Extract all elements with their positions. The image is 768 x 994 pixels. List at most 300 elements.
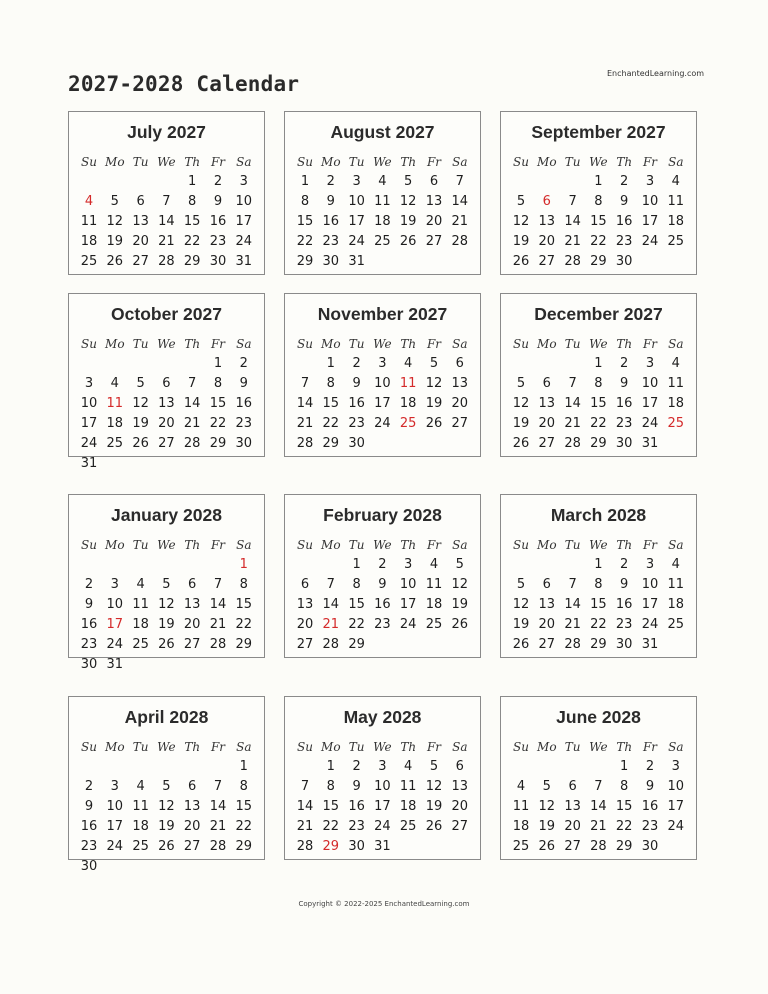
date: 18 (106, 416, 124, 431)
date: 4 (110, 376, 119, 391)
weekday-label: Tu (348, 538, 365, 552)
date: 7 (455, 174, 464, 189)
date: 15 (615, 799, 633, 814)
weekday-label: Tu (348, 740, 365, 754)
date: 5 (110, 194, 119, 209)
weekday-label: Mo (105, 155, 125, 169)
date: 8 (620, 779, 629, 794)
date: 13 (538, 597, 556, 612)
date: 5 (516, 194, 526, 209)
weekday-label: Su (81, 337, 97, 351)
weekday-label: Su (513, 337, 529, 351)
date: 5 (429, 356, 439, 371)
date: 13 (451, 376, 469, 391)
date: 6 (568, 779, 577, 794)
weekday-label: Sa (668, 740, 684, 754)
date: 29 (590, 637, 607, 652)
date: 26 (512, 637, 530, 652)
date: 28 (564, 436, 581, 451)
date: 26 (132, 436, 149, 451)
weekday-label: Sa (236, 538, 252, 552)
date: 10 (667, 779, 685, 794)
date: 28 (296, 436, 314, 451)
date: 25 (512, 839, 530, 854)
date: 7 (568, 577, 577, 592)
date: 16 (80, 819, 98, 834)
date: 1 (326, 356, 335, 371)
weekday-label: Su (297, 538, 313, 552)
date: 9 (352, 779, 361, 794)
date: 12 (158, 799, 175, 814)
date: 13 (183, 799, 201, 814)
weekday-label: Tu (132, 740, 149, 754)
month-calendar (500, 494, 697, 658)
date: 8 (300, 194, 310, 209)
holiday-date: 25 (399, 416, 417, 431)
date: 23 (80, 839, 98, 854)
date: 14 (451, 194, 469, 209)
date: 5 (404, 174, 413, 189)
date: 11 (80, 214, 98, 229)
date: 13 (538, 214, 556, 229)
date: 9 (645, 779, 655, 794)
date: 5 (516, 577, 526, 592)
date: 31 (106, 657, 124, 672)
date: 3 (645, 356, 655, 371)
weekday-label: Mo (321, 337, 341, 351)
weekday-label: We (157, 740, 176, 754)
date: 12 (538, 799, 556, 814)
date: 20 (451, 396, 469, 411)
date: 26 (512, 436, 530, 451)
date: 11 (512, 799, 530, 814)
date: 22 (348, 617, 365, 632)
date: 15 (348, 597, 365, 612)
date: 1 (594, 356, 603, 371)
date: 31 (641, 637, 659, 652)
date: 14 (296, 396, 314, 411)
date: 10 (399, 577, 417, 592)
date: 24 (235, 234, 253, 249)
date: 27 (183, 637, 201, 652)
weekday-label: Mo (537, 538, 557, 552)
date: 7 (300, 779, 310, 794)
weekday-label: Sa (668, 538, 684, 552)
date: 9 (239, 376, 248, 391)
date: 25 (132, 637, 149, 652)
date: 3 (645, 174, 655, 189)
date: 15 (322, 799, 340, 814)
date: 19 (512, 617, 530, 632)
date: 15 (590, 214, 607, 229)
date: 2 (645, 759, 655, 774)
weekday-label: Tu (564, 337, 581, 351)
date: 15 (235, 597, 253, 612)
weekday-label: We (589, 155, 608, 169)
date: 28 (158, 254, 175, 269)
weekday-label: Tu (348, 337, 365, 351)
date: 14 (322, 597, 340, 612)
date: 13 (183, 597, 201, 612)
date: 27 (538, 637, 556, 652)
weekday-label: Th (184, 337, 201, 351)
month-calendar (500, 111, 697, 275)
date: 17 (374, 396, 391, 411)
weekday-label: We (589, 538, 608, 552)
date: 29 (235, 637, 253, 652)
date: 4 (671, 356, 680, 371)
date: 11 (132, 799, 149, 814)
date: 1 (239, 759, 248, 774)
date: 2 (352, 356, 361, 371)
date: 7 (300, 376, 310, 391)
page-title: 2027-2028 Calendar (68, 72, 300, 96)
date: 20 (183, 617, 201, 632)
date: 6 (188, 577, 197, 592)
date: 19 (451, 597, 469, 612)
date: 15 (296, 214, 314, 229)
month-title: June 2028 (556, 707, 641, 727)
date: 20 (132, 234, 149, 249)
date: 16 (348, 799, 365, 814)
date: 19 (158, 819, 175, 834)
date: 21 (209, 819, 227, 834)
date: 18 (80, 234, 98, 249)
date: 1 (620, 759, 629, 774)
month-calendar (500, 293, 697, 457)
date: 20 (538, 416, 556, 431)
date: 16 (209, 214, 227, 229)
date: 12 (512, 214, 530, 229)
date: 16 (348, 396, 365, 411)
date: 12 (158, 597, 175, 612)
date: 20 (425, 214, 443, 229)
site-link[interactable]: EnchantedLearning.com (607, 69, 705, 78)
date: 9 (620, 577, 629, 592)
date: 14 (564, 597, 581, 612)
date: 24 (399, 617, 417, 632)
weekday-label: Su (81, 740, 97, 754)
date: 29 (322, 436, 340, 451)
date: 4 (378, 174, 387, 189)
month-title: July 2027 (127, 122, 206, 142)
date: 24 (667, 819, 685, 834)
date: 20 (158, 416, 175, 431)
date: 26 (451, 617, 469, 632)
date: 9 (326, 194, 335, 209)
date: 28 (322, 637, 340, 652)
date: 28 (564, 254, 581, 269)
holiday-date: 11 (106, 396, 124, 411)
date: 24 (641, 617, 659, 632)
date: 2 (84, 779, 94, 794)
date: 29 (209, 436, 227, 451)
date: 1 (352, 557, 361, 572)
month-title: October 2027 (111, 304, 222, 324)
date: 22 (590, 234, 607, 249)
date: 19 (132, 416, 149, 431)
date: 12 (512, 396, 530, 411)
weekday-label: Mo (537, 740, 557, 754)
date: 26 (425, 819, 443, 834)
date: 2 (84, 577, 94, 592)
date: 5 (162, 779, 171, 794)
date: 3 (110, 577, 119, 592)
date: 11 (667, 376, 685, 391)
date: 19 (399, 214, 417, 229)
month-calendar (284, 494, 481, 658)
date: 2 (620, 557, 629, 572)
date: 19 (158, 617, 175, 632)
weekday-label: Fr (642, 155, 658, 169)
date: 16 (235, 396, 253, 411)
weekday-label: Su (81, 538, 97, 552)
date: 24 (374, 819, 391, 834)
date: 2 (352, 759, 361, 774)
date: 23 (348, 416, 365, 431)
date: 8 (594, 577, 603, 592)
date: 25 (425, 617, 443, 632)
date: 13 (451, 779, 469, 794)
weekday-label: Fr (426, 337, 442, 351)
date: 23 (209, 234, 227, 249)
weekday-label: Th (400, 155, 417, 169)
date: 18 (399, 799, 417, 814)
weekday-label: Th (400, 337, 417, 351)
date: 10 (106, 799, 124, 814)
date: 3 (404, 557, 413, 572)
date: 5 (429, 759, 439, 774)
date: 24 (641, 416, 659, 431)
date: 18 (667, 214, 685, 229)
date: 30 (322, 254, 340, 269)
date: 15 (209, 396, 227, 411)
date: 28 (209, 839, 227, 854)
holiday-date: 17 (106, 617, 124, 632)
date: 8 (352, 577, 361, 592)
date: 25 (132, 839, 149, 854)
date: 27 (538, 254, 556, 269)
weekday-label: Su (297, 337, 313, 351)
date: 15 (322, 396, 340, 411)
date: 1 (594, 174, 603, 189)
weekday-label: Tu (564, 155, 581, 169)
date: 11 (399, 779, 417, 794)
date: 21 (564, 234, 581, 249)
date: 25 (106, 436, 124, 451)
date: 29 (615, 839, 633, 854)
date: 24 (106, 839, 124, 854)
date: 20 (538, 617, 556, 632)
date: 22 (590, 617, 607, 632)
weekday-label: We (157, 155, 176, 169)
weekday-label: Fr (210, 155, 226, 169)
weekday-label: Sa (452, 740, 468, 754)
month-title: December 2027 (534, 304, 663, 324)
weekday-label: Sa (452, 337, 468, 351)
weekday-label: Tu (564, 740, 581, 754)
holiday-date: 11 (399, 376, 417, 391)
date: 5 (455, 557, 464, 572)
date: 19 (425, 799, 443, 814)
weekday-label: Fr (426, 740, 442, 754)
date: 20 (296, 617, 314, 632)
date: 12 (512, 597, 530, 612)
date: 1 (188, 174, 197, 189)
weekday-label: Mo (105, 337, 125, 351)
date: 12 (106, 214, 124, 229)
date: 13 (538, 396, 556, 411)
date: 31 (641, 436, 659, 451)
date: 23 (322, 234, 340, 249)
weekday-label: Mo (321, 740, 341, 754)
date: 21 (564, 617, 581, 632)
date: 17 (641, 396, 659, 411)
date: 1 (213, 356, 223, 371)
date: 17 (80, 416, 98, 431)
date: 4 (404, 759, 413, 774)
date: 9 (213, 194, 223, 209)
date: 17 (667, 799, 685, 814)
date: 17 (106, 819, 124, 834)
date: 24 (641, 234, 659, 249)
weekday-label: Fr (642, 538, 658, 552)
weekday-label: Sa (236, 740, 252, 754)
date: 30 (209, 254, 227, 269)
date: 4 (516, 779, 526, 794)
date: 10 (80, 396, 98, 411)
date: 18 (132, 819, 149, 834)
weekday-label: Tu (132, 337, 149, 351)
weekday-label: Fr (210, 337, 226, 351)
date: 22 (183, 234, 201, 249)
date: 26 (158, 637, 175, 652)
date: 9 (84, 597, 94, 612)
date: 3 (84, 376, 94, 391)
date: 3 (352, 174, 361, 189)
date: 26 (512, 254, 530, 269)
date: 22 (235, 819, 253, 834)
date: 5 (542, 779, 551, 794)
date: 28 (564, 637, 581, 652)
date: 30 (348, 839, 365, 854)
month-calendar (68, 494, 265, 672)
date: 20 (183, 819, 201, 834)
date: 24 (374, 416, 391, 431)
copyright-footer: Copyright © 2022-2025 EnchantedLearning.com (298, 900, 470, 908)
date: 23 (80, 637, 98, 652)
date: 12 (399, 194, 417, 209)
date: 28 (451, 234, 469, 249)
date: 17 (374, 799, 391, 814)
date: 3 (645, 557, 655, 572)
date: 6 (136, 194, 145, 209)
date: 20 (538, 234, 556, 249)
date: 18 (132, 617, 149, 632)
date: 11 (667, 194, 685, 209)
date: 14 (296, 799, 314, 814)
date: 24 (80, 436, 98, 451)
date: 27 (538, 436, 556, 451)
weekday-label: Th (184, 538, 201, 552)
date: 24 (348, 234, 365, 249)
date: 31 (80, 456, 98, 471)
date: 6 (455, 356, 464, 371)
date: 29 (296, 254, 314, 269)
date: 18 (512, 819, 530, 834)
weekday-label: Tu (132, 155, 149, 169)
date: 30 (348, 436, 365, 451)
month-title: May 2028 (343, 707, 422, 727)
date: 22 (209, 416, 227, 431)
date: 8 (326, 779, 335, 794)
date: 6 (300, 577, 310, 592)
date: 23 (348, 819, 365, 834)
date: 29 (183, 254, 201, 269)
weekday-label: Mo (321, 155, 341, 169)
month-title: April 2028 (124, 707, 209, 727)
date: 16 (80, 617, 98, 632)
date: 14 (158, 214, 175, 229)
date: 16 (374, 597, 391, 612)
date: 7 (594, 779, 603, 794)
date: 8 (594, 194, 603, 209)
weekday-label: Fr (210, 538, 226, 552)
date: 25 (399, 819, 417, 834)
date: 22 (590, 416, 607, 431)
date: 28 (296, 839, 314, 854)
weekday-label: Su (81, 155, 97, 169)
date: 13 (132, 214, 149, 229)
date: 8 (213, 376, 223, 391)
weekday-label: We (373, 155, 392, 169)
date: 21 (158, 234, 175, 249)
month-calendar (68, 111, 265, 275)
weekday-label: Mo (105, 740, 125, 754)
date: 23 (641, 819, 659, 834)
date: 28 (183, 436, 201, 451)
date: 19 (512, 234, 530, 249)
date: 8 (594, 376, 603, 391)
weekday-label: Fr (210, 740, 226, 754)
date: 16 (641, 799, 659, 814)
date: 27 (451, 416, 469, 431)
date: 12 (132, 396, 149, 411)
weekday-label: Th (616, 337, 633, 351)
date: 18 (425, 597, 443, 612)
date: 14 (183, 396, 201, 411)
date: 10 (235, 194, 253, 209)
month-title: November 2027 (317, 304, 448, 324)
weekday-label: Fr (642, 740, 658, 754)
date: 14 (209, 597, 227, 612)
date: 15 (183, 214, 201, 229)
date: 14 (590, 799, 607, 814)
date: 8 (239, 779, 248, 794)
weekday-label: Sa (668, 337, 684, 351)
date: 27 (132, 254, 149, 269)
date: 21 (451, 214, 469, 229)
date: 30 (80, 657, 98, 672)
date: 29 (590, 436, 607, 451)
date: 11 (132, 597, 149, 612)
weekday-label: Tu (132, 538, 149, 552)
date: 7 (162, 194, 171, 209)
date: 12 (451, 577, 469, 592)
date: 30 (615, 254, 633, 269)
date: 7 (213, 577, 223, 592)
date: 22 (615, 819, 633, 834)
